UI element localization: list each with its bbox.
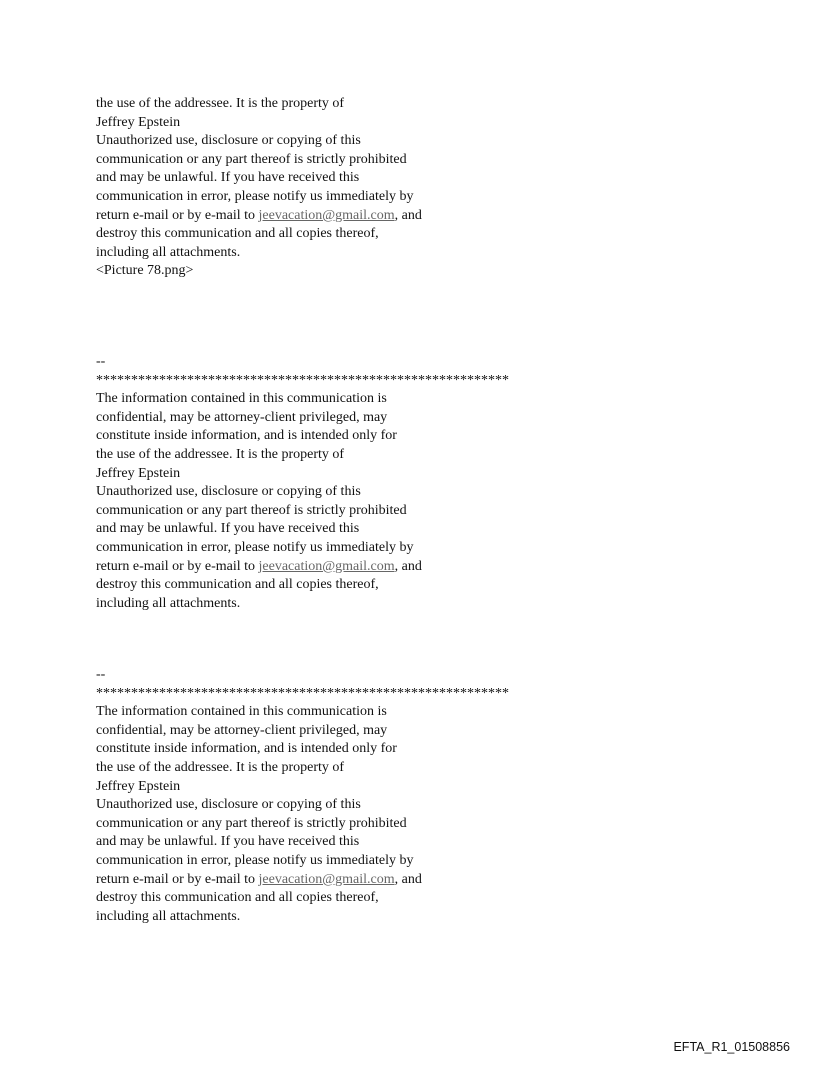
- email-line: [96, 558, 509, 577]
- email-disclaimer-block-2: [96, 353, 509, 613]
- text-line: and may be unlawful. If you have received this: [96, 521, 360, 537]
- signature-separator: --: [96, 667, 106, 682]
- text-line: The information contained in this communication is: [96, 391, 387, 407]
- text-line: Unauthorized use, disclosure or copying of this: [96, 484, 361, 500]
- signature-separator: --: [96, 354, 106, 369]
- text-line: destroy this communication and all copies thereof,: [96, 226, 379, 242]
- email-link[interactable]: jeevacation@gmail.com: [258, 871, 395, 887]
- text-line: Jeffrey Epstein: [96, 465, 181, 481]
- email-prefix: return e-mail or by e-mail to: [96, 207, 259, 223]
- text-line: including all attachments.: [96, 595, 241, 611]
- text-line: communication or any part thereof is strictly prohibited: [96, 815, 407, 831]
- text-line: Jeffrey Epstein: [96, 114, 181, 130]
- text-line: confidential, may be attorney-client privileged, may: [96, 722, 388, 738]
- text-line: constitute inside information, and is intended only for: [96, 428, 397, 444]
- text-line: confidential, may be attorney-client privileged, may: [96, 409, 388, 425]
- email-line: [96, 871, 509, 890]
- text-line: communication or any part thereof is strictly prohibited: [96, 502, 407, 518]
- text-line: including all attachments.: [96, 908, 241, 924]
- text-line: Jeffrey Epstein: [96, 778, 181, 794]
- document-id: EFTA_R1_01508856: [673, 1040, 790, 1054]
- text-line: and may be unlawful. If you have received this: [96, 170, 360, 186]
- attachment-placeholder: <Picture 78.png>: [96, 263, 194, 279]
- asterisk-rule: ***********************************************************: [96, 685, 509, 701]
- text-line: including all attachments.: [96, 244, 241, 260]
- email-link[interactable]: jeevacation@gmail.com: [258, 558, 395, 574]
- email-disclaimer-block-3: [96, 666, 509, 926]
- text-line: destroy this communication and all copies thereof,: [96, 890, 379, 906]
- text-line: communication or any part thereof is strictly prohibited: [96, 151, 407, 167]
- text-line: Unauthorized use, disclosure or copying of this: [96, 133, 361, 149]
- email-suffix: , and: [394, 558, 422, 574]
- email-link[interactable]: jeevacation@gmail.com: [258, 207, 395, 223]
- email-suffix: , and: [394, 207, 422, 223]
- email-suffix: , and: [394, 871, 422, 887]
- text-line: the use of the addressee. It is the property of: [96, 446, 345, 462]
- email-line: [96, 207, 422, 226]
- text-line: destroy this communication and all copies thereof,: [96, 577, 379, 593]
- text-line: The information contained in this communication is: [96, 704, 387, 720]
- text-line: communication in error, please notify us immediately by: [96, 852, 414, 868]
- email-disclaimer-block-1: [96, 95, 422, 281]
- text-line: Unauthorized use, disclosure or copying of this: [96, 797, 361, 813]
- asterisk-rule: ***********************************************************: [96, 372, 509, 388]
- text-line: the use of the addressee. It is the property of: [96, 759, 345, 775]
- text-line: the use of the addressee. It is the property of: [96, 96, 345, 111]
- text-line: communication in error, please notify us immediately by: [96, 188, 414, 204]
- email-prefix: return e-mail or by e-mail to: [96, 558, 259, 574]
- text-line: and may be unlawful. If you have received this: [96, 834, 360, 850]
- text-line: communication in error, please notify us immediately by: [96, 539, 414, 555]
- email-prefix: return e-mail or by e-mail to: [96, 871, 259, 887]
- text-line: constitute inside information, and is intended only for: [96, 741, 397, 757]
